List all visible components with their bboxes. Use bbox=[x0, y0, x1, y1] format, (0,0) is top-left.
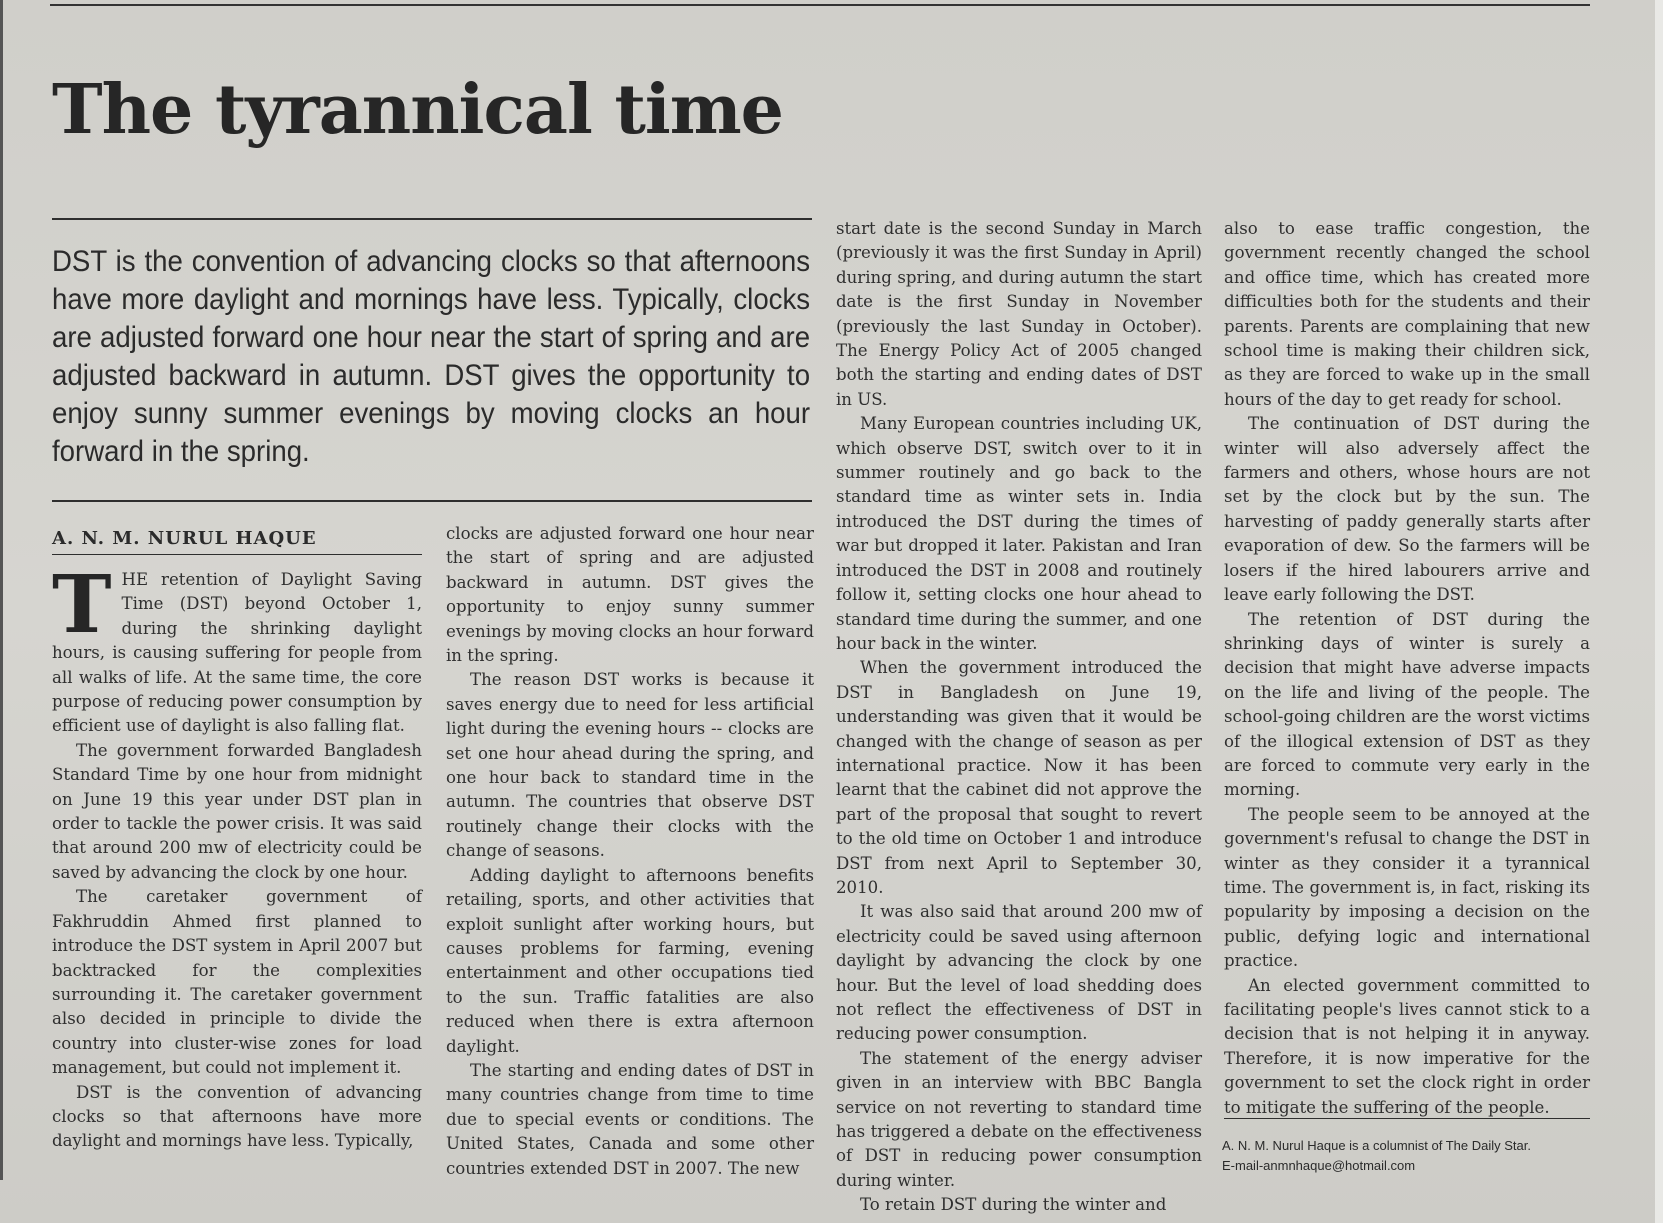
article-paragraph: The people seem to be annoyed at the government's refusal to change the DST in winter as they consider it a tyrannical time. The government is, in fact, risking its popularity by imposing a decision on the public, defying logic and international practice. bbox=[1224, 804, 1590, 971]
article-paragraph: clocks are adjusted forward one hour near the start of spring and are adjusted backward in autumn. DST gives the opportunity to enjoy sunny summer evenings by moving clocks an hour forward in the spring. bbox=[446, 524, 814, 666]
article-paragraph: The continuation of DST during the winter will also adversely affect the farmers and others, whose hours are not set by the clock but by the sun. The harvesting of paddy generally starts after evaporation of dew. So the farmers will be losers if the hired labourers arrive and leave early following the DST. bbox=[1224, 414, 1590, 605]
byline: A. N. M. NURUL HAQUE bbox=[52, 528, 317, 549]
article-paragraph: THE retention of Daylight Saving Time (DST) beyond October 1, during the shrinking daylight hours, is causing suffering for people from all walks of life. At the same time, the core purpose of reducing power consumption by efficient use of daylight is also falling flat. bbox=[52, 557, 422, 736]
article-paragraph: Adding daylight to afternoons benefits retailing, sports, and other activities that exploit sunlight after working hours, but causes problems for farming, evening entertainment and other occupations tied to the sun. Traffic fatalities are also reduced when there is extra afternoon daylight. bbox=[446, 865, 814, 1056]
article-column-3 bbox=[836, 217, 1202, 1218]
article-column-2 bbox=[446, 522, 814, 1181]
article-paragraph: start date is the second Sunday in March (previously it was the first Sunday in April) during spring, and during autumn the start date is the first Sunday in November (previously the last Sunday in October). The Energy Policy Act of 2005 changed both the starting and ending dates of DST in US. bbox=[836, 219, 1202, 409]
article-paragraph: DST is the convention of advancing clocks so that afternoons have more daylight and mornings have less. Typically, bbox=[52, 1082, 422, 1151]
page-edge-right bbox=[1655, 0, 1663, 1223]
article-column-4 bbox=[1224, 217, 1590, 1120]
standfirst: DST is the convention of advancing clocks so that afternoons have more daylight and mornings have less. Typically, clocks are adjusted forward one hour near the start of spring and are adjusted backward in autumn. DST gives the opportunity to enjoy sunny summer evenings by moving clocks an hour forward in the spring. bbox=[52, 245, 811, 468]
article-paragraph: The starting and ending dates of DST in many countries change from time to time due to special events or conditions. The United States, Canada and some other countries extended DST in 2007. The new bbox=[446, 1060, 814, 1178]
article-paragraph: It was also said that around 200 mw of electricity could be saved using afternoon daylight by advancing the clock by one hour. But the level of load shedding does not reflect the effectiveness of DST in reducing power consumption. bbox=[836, 902, 1202, 1044]
author-note: A. N. M. Nurul Haque is a columnist of The Daily Star. bbox=[1222, 1138, 1531, 1153]
article-paragraph: The caretaker government of Fakhruddin Ahmed first planned to introduce the DST system in April 2007 but backtracked for the complexities surrounding it. The caretaker government also decided in principle to divide the country into cluster-wise zones for load management, but could not implement it. bbox=[52, 887, 422, 1078]
footnote-rule bbox=[1224, 1118, 1590, 1119]
standfirst-top-rule bbox=[52, 218, 812, 220]
author-email: E-mail-anmnhaque@hotmail.com bbox=[1222, 1158, 1416, 1173]
top-rule bbox=[50, 4, 1590, 6]
article-paragraph: Many European countries including UK, which observe DST, switch over to it in summer routinely and go back to the standard time as winter sets in. India introduced the DST during the times of war but dropped it later. Pakistan and Iran introduced the DST in 2008 and routinely follow it, setting clocks one hour ahead to standard time during the summer, and one hour back in the winter. bbox=[836, 414, 1202, 653]
headline: The tyrannical time bbox=[52, 70, 783, 150]
author-footnote bbox=[1222, 1136, 1602, 1176]
article-column-1 bbox=[52, 557, 422, 1154]
article-paragraph: When the government introduced the DST in Bangladesh on June 19, understanding was given that it would be changed with the change of season as per international practice. Now it has been learnt that the cabinet did not approve the part of the proposal that sought to revert to the old time on October 1 and introduce DST from next April to September 30, 2010. bbox=[836, 658, 1202, 897]
article-paragraph: The government forwarded Bangladesh Standard Time by one hour from midnight on June 19 this year under DST plan in order to tackle the power crisis. It was said that around 200 mw of electricity could be saved by advancing the clock by one hour. bbox=[52, 740, 422, 882]
standfirst-bottom-rule bbox=[52, 500, 812, 502]
article-paragraph: also to ease traffic congestion, the government recently changed the school and office time, which has created more difficulties both for the students and their parents. Parents are complaining that new school time is making their children sick, as they are forced to wake up in the small hours of the day to get ready for school. bbox=[1224, 219, 1590, 409]
page-edge-left bbox=[0, 0, 3, 1180]
byline-rule bbox=[52, 554, 422, 555]
drop-cap: T bbox=[52, 557, 112, 651]
article-paragraph: An elected government committed to facilitating people's lives cannot stick to a decision that is not helping it in anyway. Therefore, it is now imperative for the government to set the clock right in order to mitigate the suffering of the people. bbox=[1224, 975, 1590, 1117]
article-paragraph: To retain DST during the winter and bbox=[860, 1195, 1167, 1215]
article-paragraph: The statement of the energy adviser given in an interview with BBC Bangla service on not reverting to standard time has triggered a debate on the effectiveness of DST in reducing power consumption during winter. bbox=[836, 1048, 1202, 1190]
article-paragraph: The retention of DST during the shrinking days of winter is surely a decision that might have adverse impacts on the life and living of the people. The school-going children are the worst victims of the illogical extension of DST as they are forced to commute very early in the morning. bbox=[1224, 609, 1590, 800]
article-paragraph: The reason DST works is because it saves energy due to need for less artificial light during the evening hours -- clocks are set one hour ahead during the spring, and one hour back to standard time in the autumn. The countries that observe DST routinely change their clocks with the change of seasons. bbox=[446, 670, 814, 861]
